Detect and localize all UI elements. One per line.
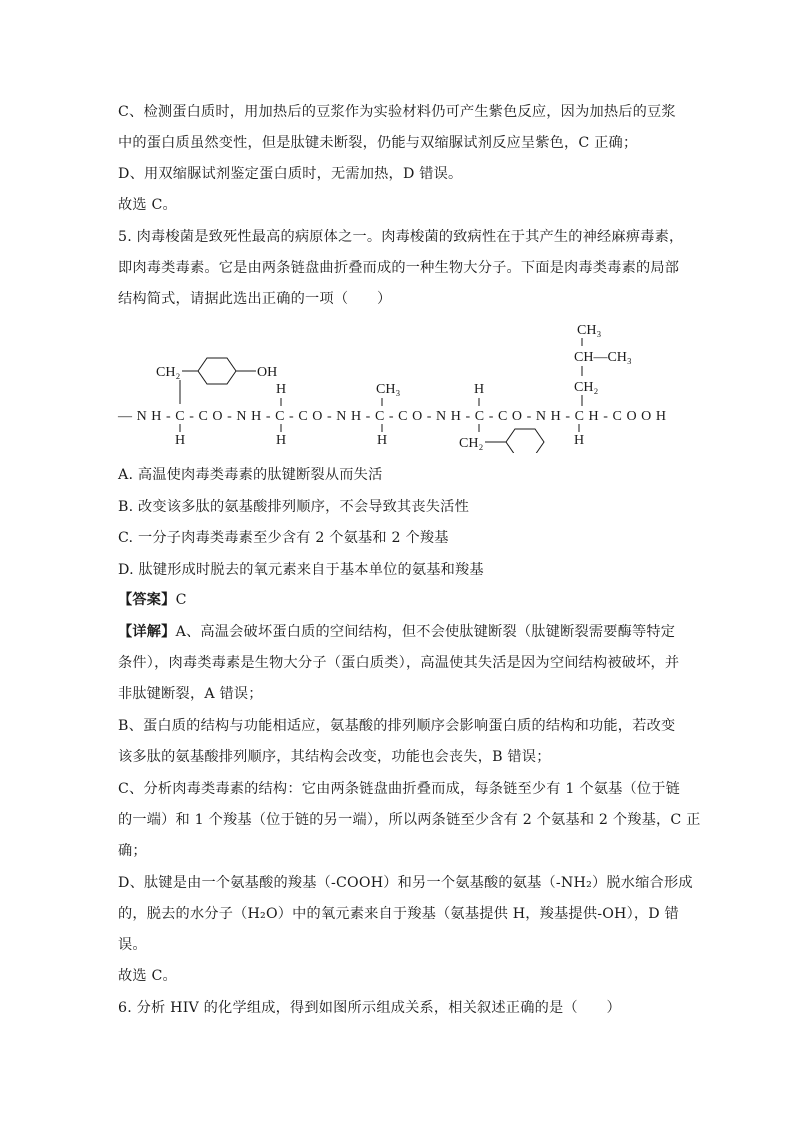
r1-h-below: H [175, 433, 186, 448]
q5-stem-line-3: 结构简式，请据此选出正确的一项（ ） [118, 291, 392, 307]
c-explanation-line-2: 中的蛋白质虽然变性，但是肽键未断裂，仍能与双缩脲试剂反应呈紫色，C 正确； [118, 135, 638, 151]
phenol-ring [198, 358, 236, 384]
r4-ch2-label: CH₂ [459, 436, 484, 451]
answer-label: 【答案】 [118, 592, 176, 608]
r3-h-below: H [377, 433, 388, 448]
detail-a-line-2: 条件），肉毒类毒素是生物大分子（蛋白质类），高温使其失活是因为空间结构被破坏，并 [118, 655, 680, 671]
detail-a-line-3: 非肽键断裂，A 错误； [118, 686, 263, 702]
option-b: B. 改变该多肽的氨基酸排列顺序，不会导致其丧失活性 [118, 499, 469, 515]
detail-a-line-1 [118, 622, 675, 642]
r1-ch2-label: CH₂ [156, 365, 181, 380]
peptide-structure-formula [114, 318, 674, 453]
answer-line [118, 590, 187, 610]
answer-value: C [175, 592, 187, 608]
q5-stem-line-2: 即肉毒类毒素。它是由两条链盘曲折叠而成的一种生物大分子。下面是肉毒类毒素的局部 [118, 260, 680, 276]
detail-d-line-3: 误。 [118, 937, 147, 953]
detail-c-line-1: C、分析肉毒类毒素的结构：它由两条链盘曲折叠而成，每条链至少有 1 个氨基（位于链 [118, 781, 681, 797]
detail-c-line-3: 确； [118, 843, 147, 859]
detail-c-line-2: 的一端）和 1 个羧基（位于链的另一端），所以两条链至少含有 2 个氨基和 2 个羧基，C 正 [118, 812, 701, 828]
r3-ch3-label: CH₃ [376, 382, 401, 397]
detail-d-line-2: 的，脱去的水分子（H₂O）中的氧元素来自于羧基（氨基提供 H，羧基提供-OH），D 错 [118, 906, 679, 922]
detail-b-line-2: 该多肽的氨基酸排列顺序，其结构会改变，功能也会丧失，B 错误； [118, 749, 551, 765]
r2-h-below: H [276, 433, 287, 448]
option-c: C. 一分子肉毒类毒素至少含有 2 个氨基和 2 个羧基 [118, 530, 449, 546]
option-d: D. 肽键形成时脱去的氧元素来自于基本单位的氨基和羧基 [118, 562, 484, 578]
option-a: A. 高温使肉毒类毒素的肽键断裂从而失活 [118, 467, 383, 483]
peptide-main-chain: —NH-C-CO-NH-C-CO-NH-C-CO-NH-C-CO-NH-CH-COOH [118, 409, 666, 424]
benzene-ring [506, 429, 544, 453]
r5-ch3-top: CH₃ [577, 323, 602, 338]
r2-h-top: H [276, 382, 287, 397]
r5-ch2-label: CH₂ [574, 380, 599, 395]
detail-d-line-1: D、肽键是由一个氨基酸的羧基（-COOH）和另一个氨基酸的氨基（-NH₂）脱水缩合形成 [118, 875, 693, 891]
r5-h-below: H [574, 433, 585, 448]
detail-label: 【详解】 [118, 624, 176, 640]
detail-a-text-1: A、高温会破坏蛋白质的空间结构，但不会使肽键断裂（肽键断裂需要酶等特定 [175, 624, 676, 640]
r4-h-top: H [474, 382, 485, 397]
detail-b-line-1: B、蛋白质的结构与功能相适应，氨基酸的排列顺序会影响蛋白质的结构和功能，若改变 [118, 718, 676, 734]
d-explanation-line: D、用双缩脲试剂鉴定蛋白质时，无需加热，D 错误。 [118, 166, 463, 182]
q5-stem-line-1: 5. 肉毒梭菌是致死性最高的病原体之一。肉毒梭菌的致病性在于其产生的神经麻痹毒素， [118, 229, 684, 245]
conclusion-q5: 故选 C。 [118, 968, 177, 984]
c-explanation-line-1: C、检测蛋白质时，用加热后的豆浆作为实验材料仍可产生紫色反应，因为加热后的豆浆 [118, 104, 676, 120]
q6-stem: 6. 分析 HIV 的化学组成，得到如图所示组成关系，相关叙述正确的是（ ） [118, 1000, 621, 1016]
r5-ch-label: CH—CH₃ [574, 350, 632, 365]
r1-oh-label: OH [257, 365, 278, 380]
conclusion-q4: 故选 C。 [118, 197, 177, 213]
